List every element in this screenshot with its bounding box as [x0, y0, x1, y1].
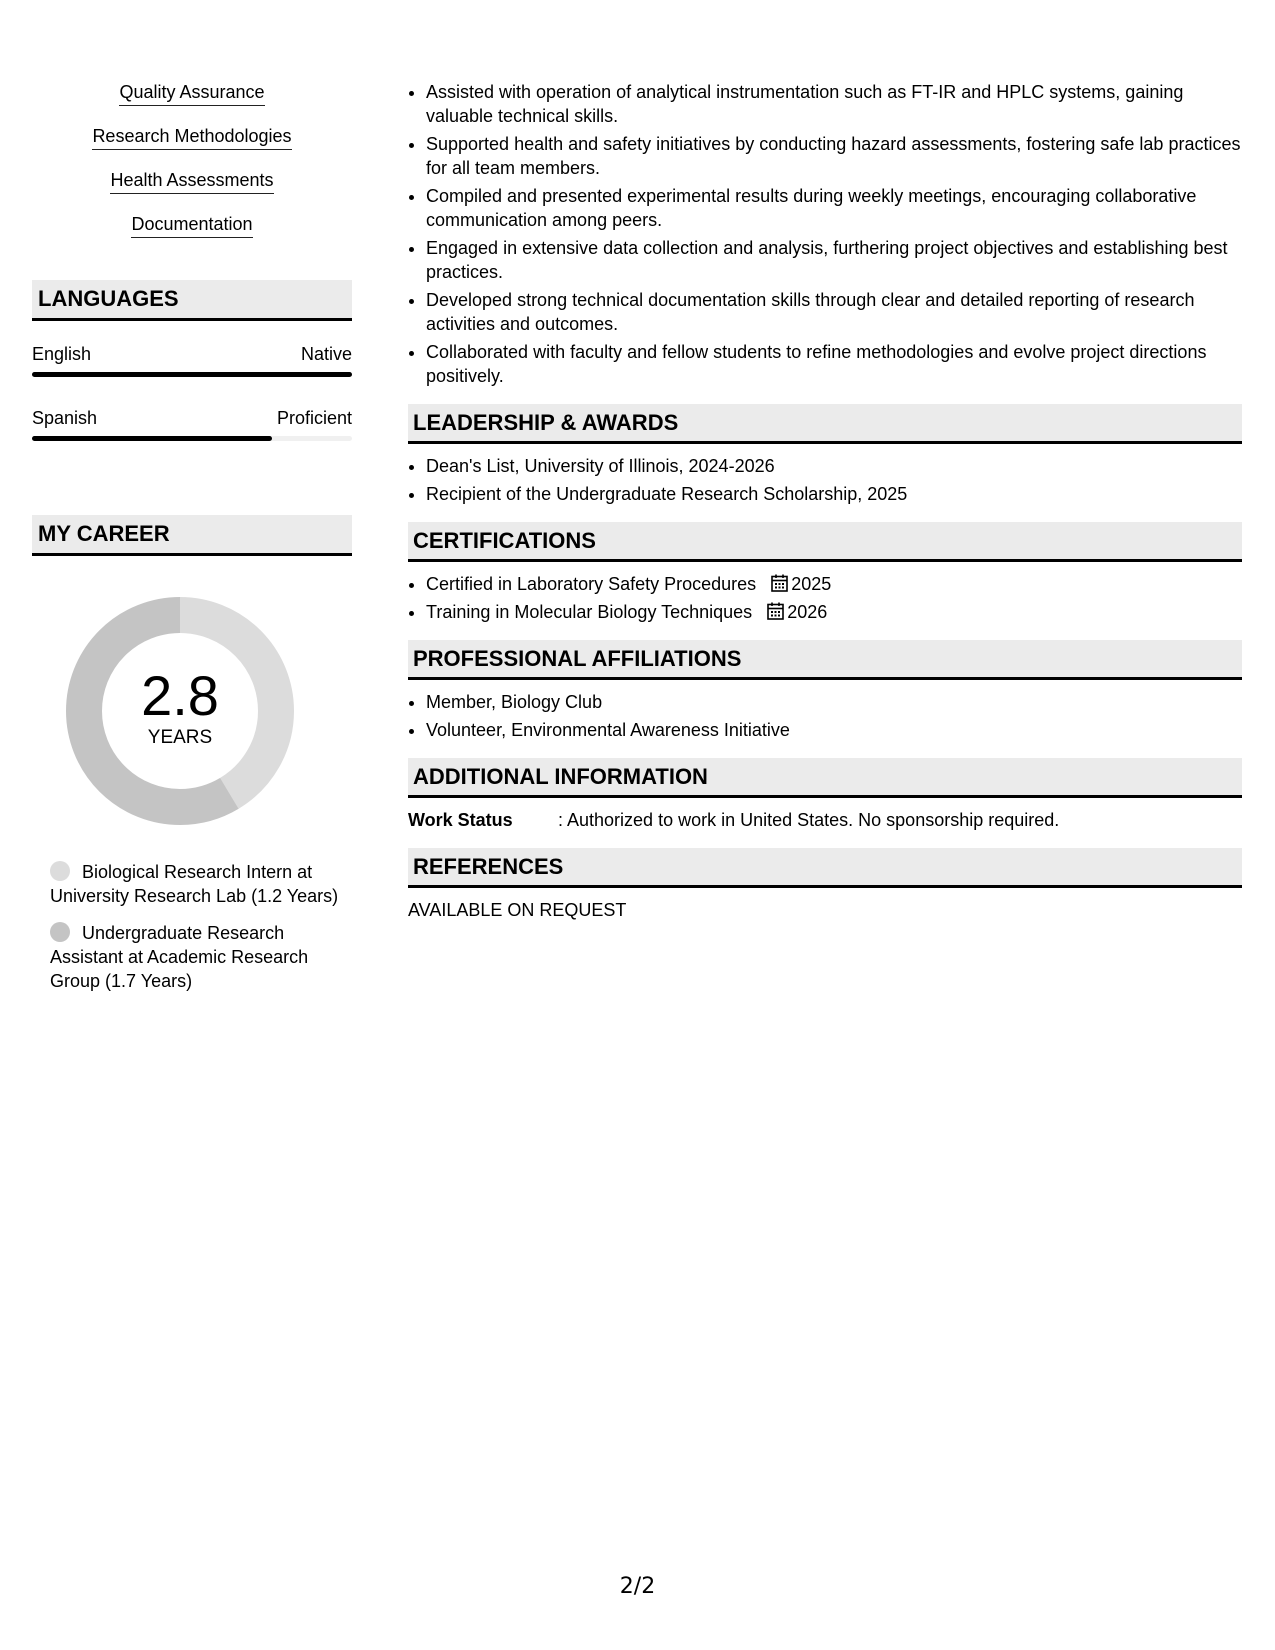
calendar-icon — [767, 602, 784, 620]
certification-name: Training in Molecular Biology Techniques — [426, 602, 753, 622]
sidebar — [32, 80, 352, 1006]
career-legend — [50, 860, 340, 993]
skill-label: Health Assessments — [110, 168, 273, 194]
leadership-heading: LEADERSHIP & AWARDS — [408, 404, 1242, 444]
page-number: 2/2 — [619, 1574, 656, 1599]
experience-bullet: • Collaborated with faculty and fellow students to refine methodologies and evolve project directions positively. — [426, 340, 1242, 388]
experience-bullet: • Supported health and safety initiatives by conducting hazard assessments, fostering safe lab practices for all team members. — [426, 132, 1242, 180]
career-legend-item — [50, 921, 340, 993]
career-legend-label: Undergraduate Research Assistant at Academic Research Group (1.7 Years) — [50, 923, 309, 991]
work-status-label: Work Status — [408, 810, 513, 830]
experience-bullet: • Developed strong technical documentation skills through clear and detailed reporting of research activities and outcomes. — [426, 288, 1242, 336]
career-legend-item — [50, 860, 340, 908]
skill-item — [32, 124, 352, 150]
skill-label: Research Methodologies — [92, 124, 291, 150]
language-name: Spanish — [32, 408, 98, 428]
career-legend-label: Biological Research Intern at University Research Lab (1.2 Years) — [50, 862, 339, 906]
leadership-list — [408, 454, 1242, 506]
language-item — [32, 407, 352, 441]
certification-year: 2026 — [787, 602, 828, 622]
affiliation-item: • Member, Biology Club — [426, 690, 1242, 714]
work-status-row — [408, 808, 1242, 832]
skill-item — [32, 168, 352, 194]
language-item — [32, 343, 352, 377]
skill-label: Quality Assurance — [119, 80, 264, 106]
leadership-item: • Recipient of the Undergraduate Research Scholarship, 2025 — [426, 482, 1242, 506]
experience-bullet: • Engaged in extensive data collection and analysis, furthering project objectives and establishing best practices. — [426, 236, 1242, 284]
affiliations-list — [408, 690, 1242, 742]
career-total-value: 2.8 — [141, 664, 219, 727]
affiliations-heading: PROFESSIONAL AFFILIATIONS — [408, 640, 1242, 680]
experience-bullet: • Assisted with operation of analytical instrumentation such as FT-IR and HPLC systems, gaining valuable technical skills. — [426, 80, 1242, 128]
certification-item — [426, 600, 1242, 624]
career-donut-chart — [65, 596, 295, 826]
certification-item — [426, 572, 1242, 596]
language-level: Native — [300, 344, 352, 364]
certifications-heading: CERTIFICATIONS — [408, 522, 1242, 562]
references-text: AVAILABLE ON REQUEST — [408, 900, 627, 920]
language-level-fill — [32, 436, 272, 441]
leadership-item: • Dean's List, University of Illinois, 2024-2026 — [426, 454, 1242, 478]
languages-heading: LANGUAGES — [32, 280, 352, 321]
language-name: English — [32, 344, 92, 364]
experience-bullet: • Compiled and presented experimental results during weekly meetings, encouraging collaborative communication among peers. — [426, 184, 1242, 232]
legend-dot — [50, 922, 70, 942]
skill-item — [32, 212, 352, 238]
references-heading: REFERENCES — [408, 848, 1242, 888]
work-status-value: : Authorized to work in United States. No sponsorship required. — [558, 810, 1060, 830]
career-heading: MY CAREER — [32, 515, 352, 556]
certification-name: Certified in Laboratory Safety Procedures — [426, 574, 757, 594]
calendar-icon — [771, 574, 788, 592]
legend-dot — [50, 861, 70, 881]
skill-item — [32, 80, 352, 106]
skill-label: Documentation — [131, 212, 252, 238]
affiliation-item: • Volunteer, Environmental Awareness Initiative — [426, 718, 1242, 742]
language-level: Proficient — [276, 408, 352, 428]
certification-year: 2025 — [791, 574, 832, 594]
language-level-bar — [32, 436, 352, 441]
additional-info-heading: ADDITIONAL INFORMATION — [408, 758, 1242, 798]
certifications-list — [408, 572, 1242, 624]
skills-list — [32, 80, 352, 238]
language-level-bar — [32, 372, 352, 377]
experience-bullets — [408, 80, 1242, 388]
language-level-fill — [32, 372, 352, 377]
career-total-unit: YEARS — [147, 727, 213, 748]
main-content — [408, 80, 1242, 922]
